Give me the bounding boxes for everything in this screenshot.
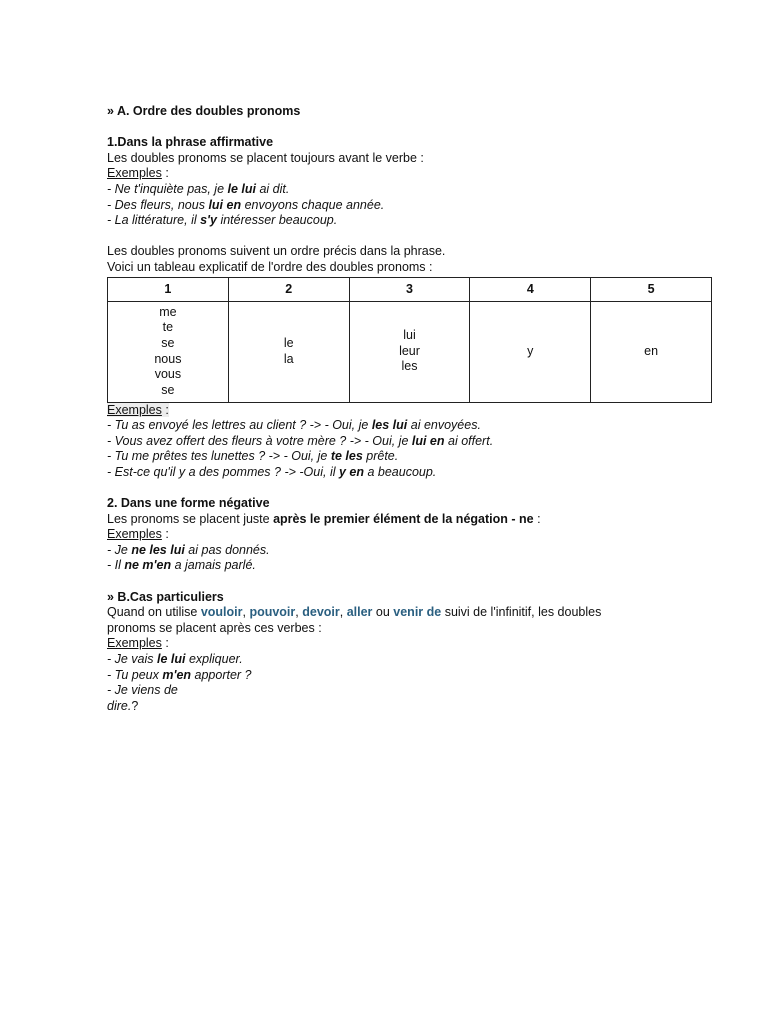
example-line: - La littérature, il s'y intéresser beaucoup.	[107, 213, 338, 228]
table-header-row	[108, 277, 712, 301]
table-header-cell: 1	[108, 277, 229, 301]
example-line: - Ne t'inquiète pas, je le lui ai dit.	[107, 181, 290, 196]
table-example-line: - Vous avez offert des fleurs à votre mère ? -> - Oui, je lui en ai offert.	[107, 433, 494, 448]
table-example-line: - Tu as envoyé les lettres au client ? -> - Oui, je les lui ai envoyées.	[107, 418, 481, 433]
table-example-line: - Est-ce qu'il y a des pommes ? -> -Oui, il y en a beaucoup.	[107, 464, 437, 479]
section-a-title: » A. Ordre des doubles pronoms	[107, 104, 301, 118]
table-examples-label: Exemples :	[107, 402, 169, 417]
table-header-cell: 4	[470, 277, 591, 301]
table-cell-col5: en	[591, 301, 712, 402]
table-cell-col2: le la	[228, 301, 349, 402]
examples-label: Exemples :	[107, 166, 169, 181]
example-line: - Tu peux m'en apporter ?	[107, 667, 252, 682]
pronoun-order-table	[107, 277, 712, 403]
table-cell-col3: lui leur les	[349, 301, 470, 402]
negative-heading: 2. Dans une forme négative	[107, 496, 270, 511]
table-example-line: - Tu me prêtes tes lunettes ? -> - Oui, je te les prête.	[107, 449, 399, 464]
affirmative-heading: 1.Dans la phrase affirmative	[107, 135, 274, 150]
example-line: - Je viens de	[107, 683, 178, 698]
section-b-title: » B.Cas particuliers	[107, 589, 224, 604]
section-b-intro: Quand on utilise vouloir, pouvoir, devoir, aller ou venir de suivi de l'infinitif, les doubles	[107, 605, 602, 620]
table-header-cell: 3	[349, 277, 470, 301]
order-text-2: Voici un tableau explicatif de l'ordre des doubles pronoms :	[107, 259, 433, 274]
example-line: dire.?	[107, 698, 139, 713]
negative-intro: Les pronoms se placent juste après le premier élément de la négation - ne :	[107, 511, 541, 526]
section-b-intro-cont: pronoms se placent après ces verbes :	[107, 620, 322, 635]
table-row	[108, 301, 712, 402]
example-line: - Des fleurs, nous lui en envoyons chaque année.	[107, 197, 385, 212]
example-line: - Je vais le lui expliquer.	[107, 652, 243, 667]
order-text-1: Les doubles pronoms suivent un ordre précis dans la phrase.	[107, 244, 446, 259]
table-cell-col4: y	[470, 301, 591, 402]
example-line: - Il ne m'en a jamais parlé.	[107, 558, 256, 573]
example-line: - Je ne les lui ai pas donnés.	[107, 542, 270, 557]
examples-label: Exemples :	[107, 636, 169, 651]
table-cell-col1: me te se nous vous se	[108, 301, 229, 402]
table-header-cell: 2	[228, 277, 349, 301]
table-header-cell: 5	[591, 277, 712, 301]
document-page	[107, 104, 712, 714]
affirmative-intro: Les doubles pronoms se placent toujours avant le verbe :	[107, 150, 424, 165]
examples-label: Exemples :	[107, 527, 169, 542]
